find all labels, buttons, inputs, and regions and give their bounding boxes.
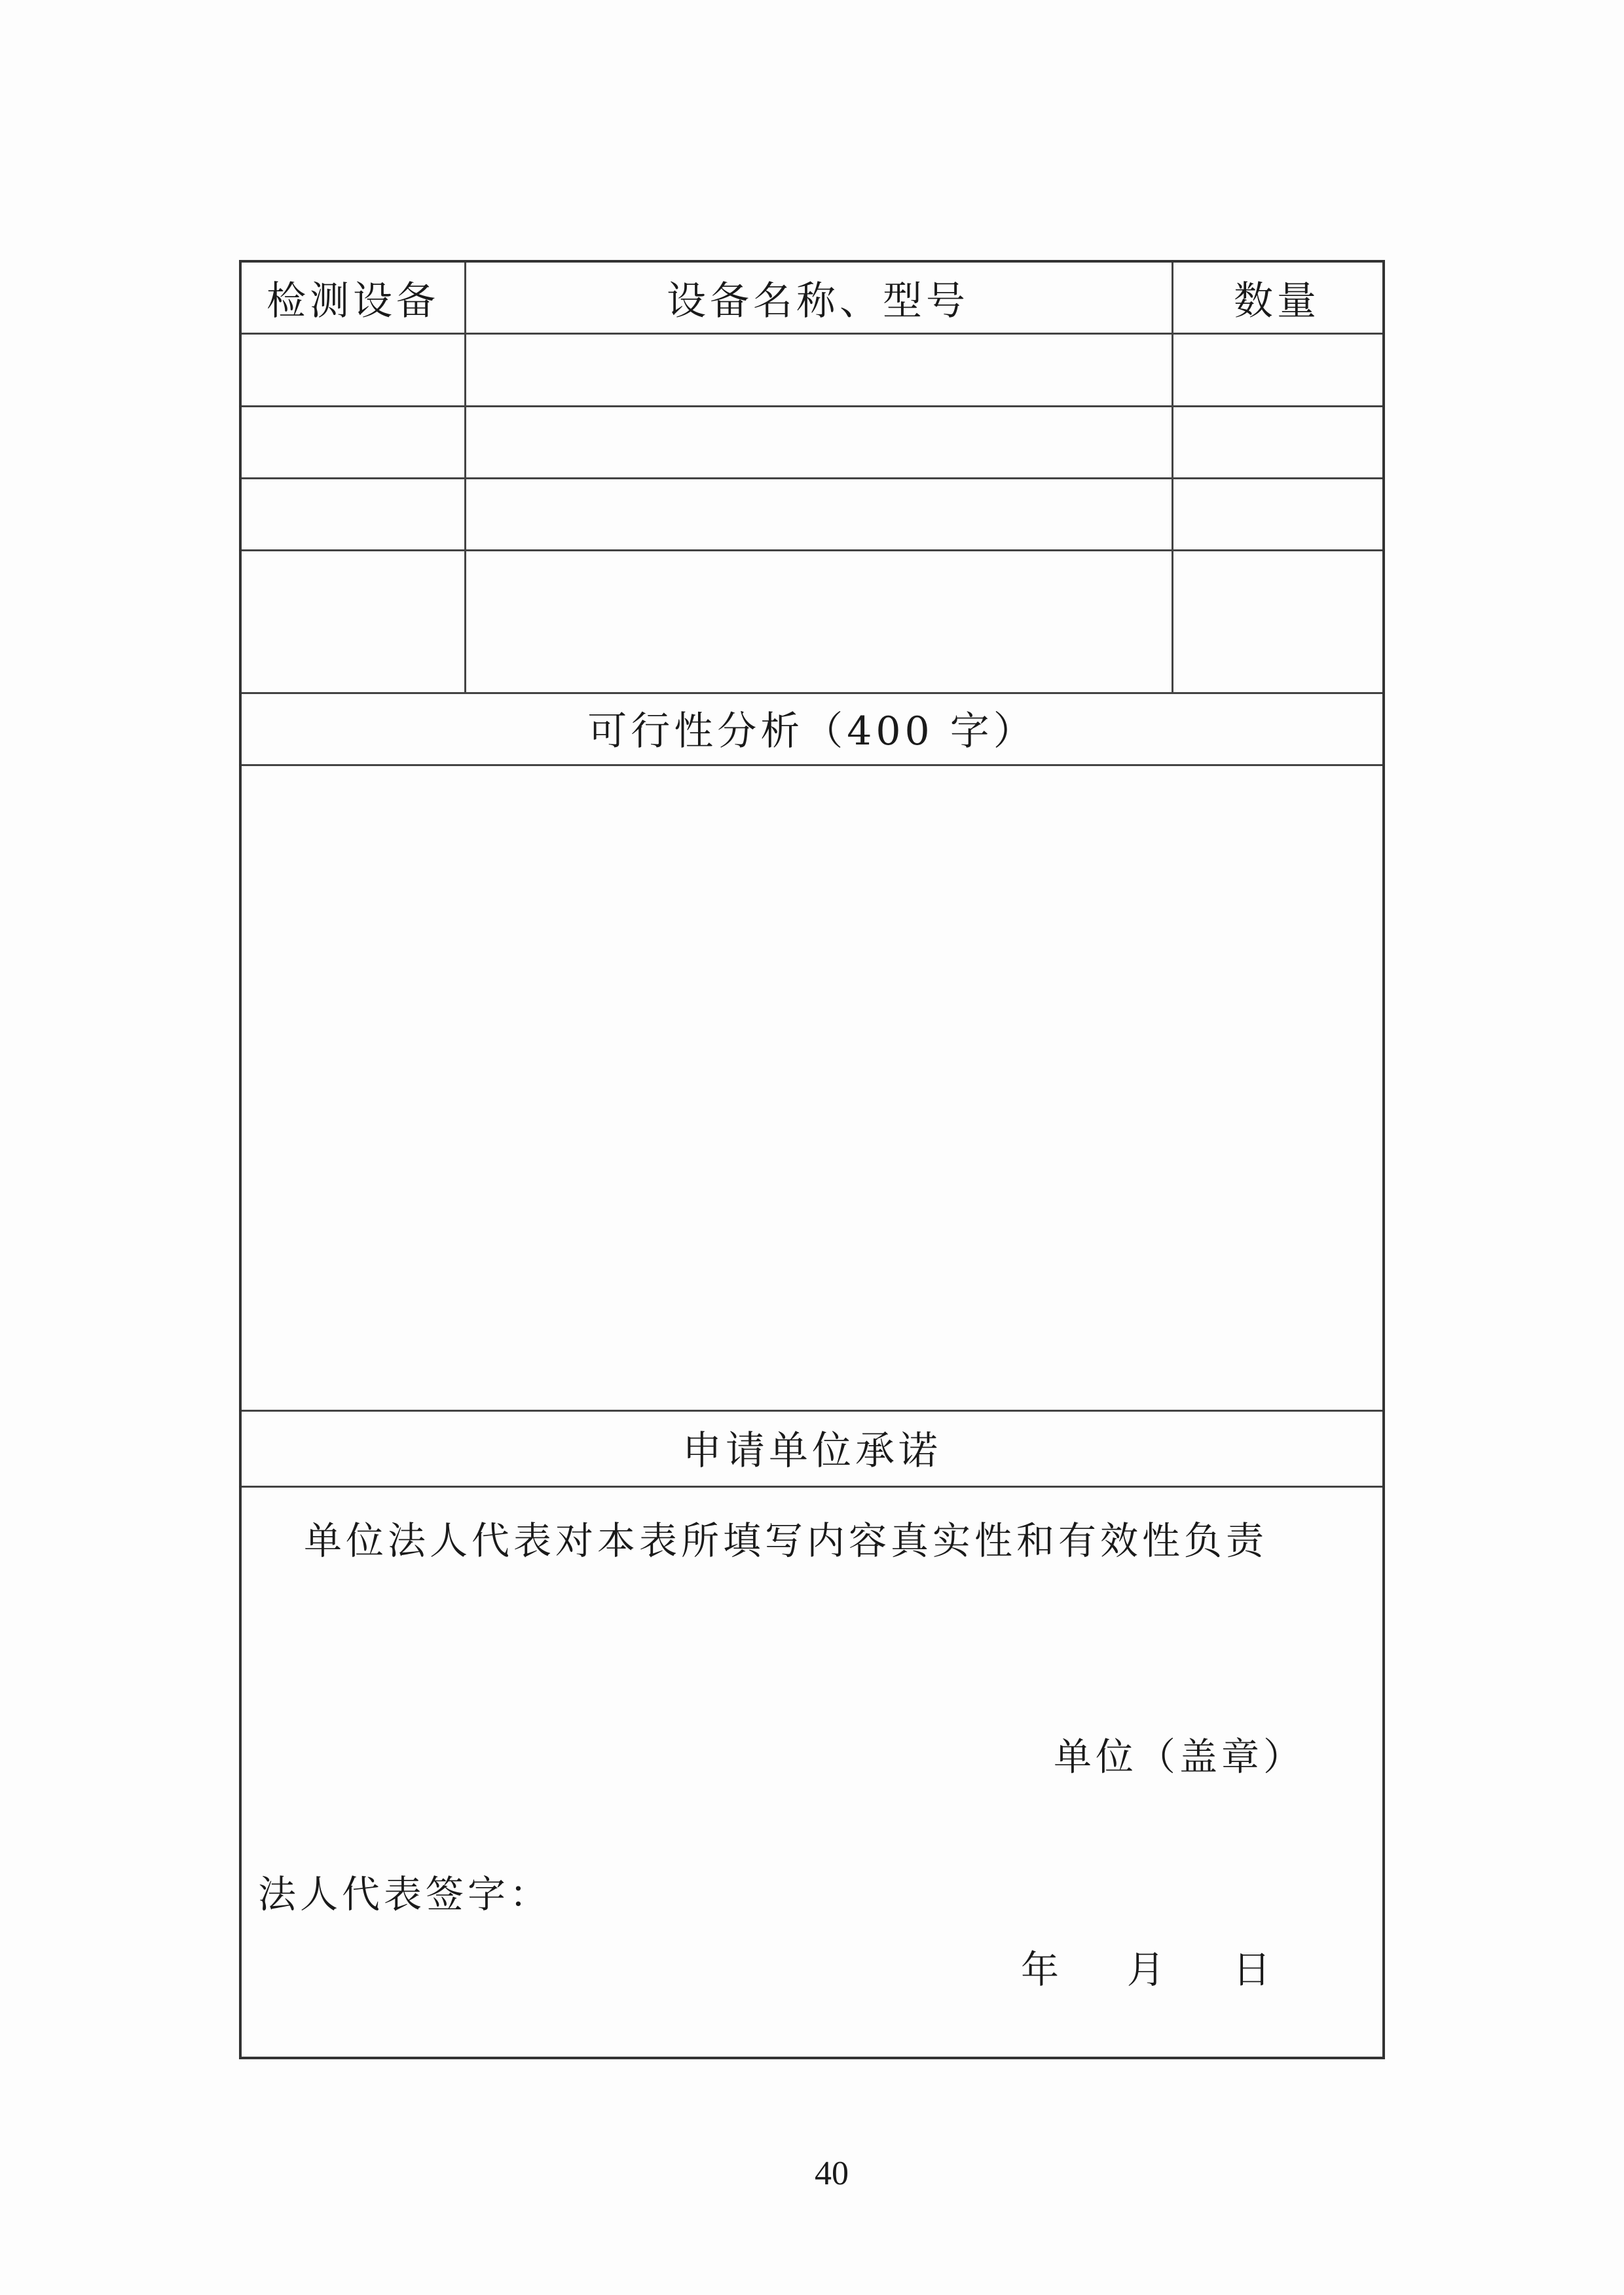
row-3-quantity-cell[interactable]: [1172, 477, 1382, 549]
row-1-quantity-cell[interactable]: [1172, 333, 1382, 405]
feasibility-title: 可行性分析（400 字）: [587, 708, 1037, 754]
header-equipment-category: 检测设备: [267, 278, 439, 324]
page-number: 40: [815, 2155, 849, 2192]
row-3-category-cell[interactable]: [242, 477, 464, 549]
seal-label: 单位（盖章）: [1054, 1735, 1306, 1779]
commitment-title: 申请单位承诺: [682, 1428, 942, 1474]
header-equipment-name-model: 设备名称、型号: [667, 278, 969, 324]
row-4-category-cell[interactable]: [242, 549, 464, 692]
row-2-quantity-cell[interactable]: [1172, 405, 1382, 477]
row-4-quantity-cell[interactable]: [1172, 549, 1382, 692]
row-2-category-cell[interactable]: [242, 405, 464, 477]
commitment-title-divider: [242, 1486, 1382, 1488]
row-4-name-model-cell[interactable]: [464, 549, 1172, 692]
row-2-name-model-cell[interactable]: [464, 405, 1172, 477]
row-3-name-model-cell[interactable]: [464, 477, 1172, 549]
row-1-category-cell[interactable]: [242, 333, 464, 405]
feasibility-content-area[interactable]: [242, 764, 1382, 1410]
commitment-statement: 单位法人代表对本表所填写内容真实性和有效性负责: [304, 1518, 1268, 1563]
date-label: 年 月 日: [1021, 1947, 1275, 1992]
application-form: [239, 260, 1385, 2059]
row-1-name-model-cell[interactable]: [464, 333, 1172, 405]
header-quantity: 数量: [1234, 278, 1320, 324]
signature-label: 法人代表签字：: [258, 1872, 552, 1917]
